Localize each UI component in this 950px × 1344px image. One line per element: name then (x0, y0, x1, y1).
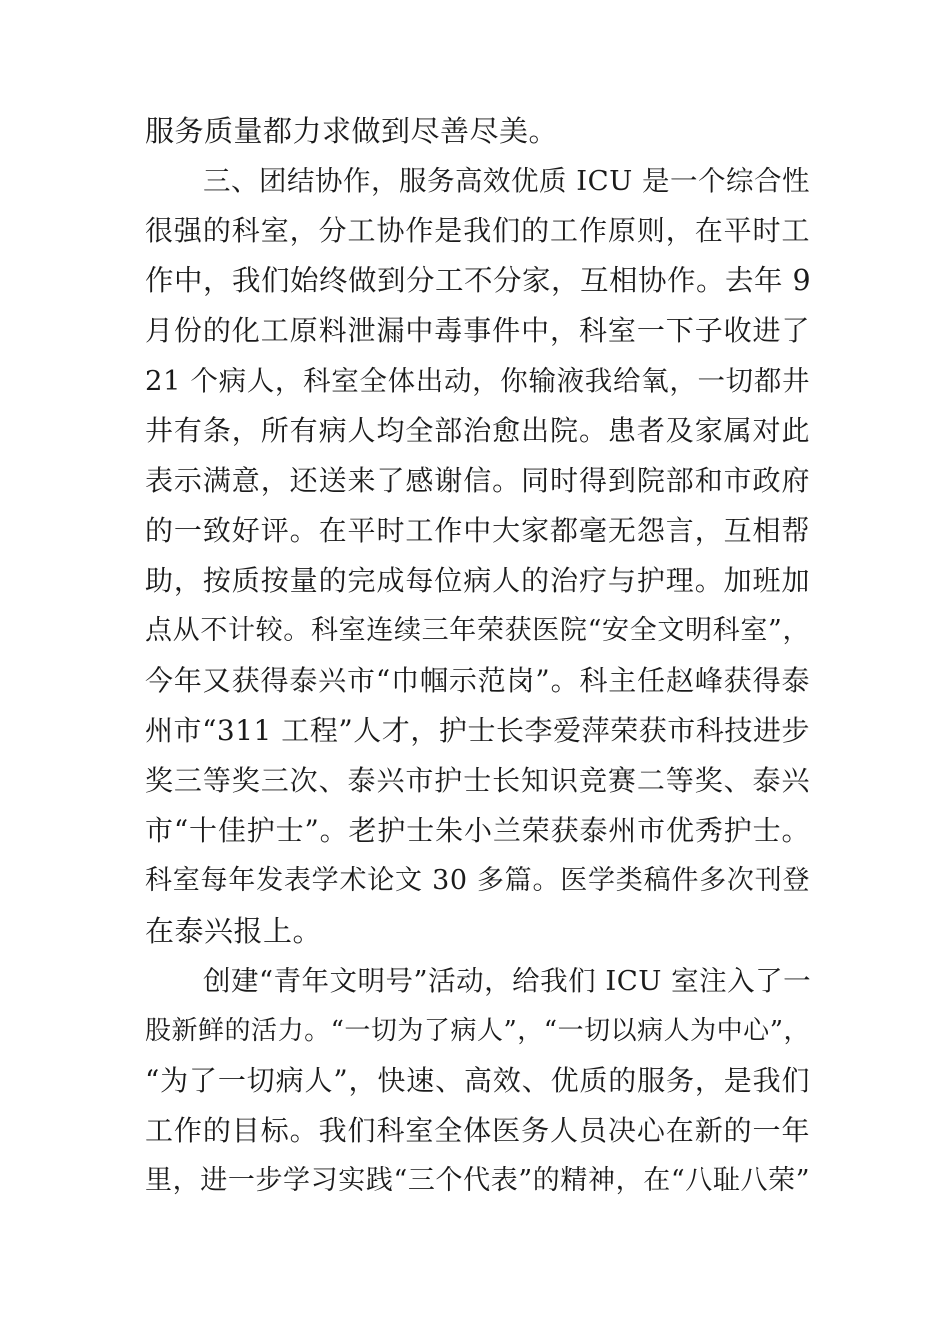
text-line: 三、团结协作，服务高效优质 ICU 是一个综合性 (203, 165, 811, 197)
text-line: 很强的科室，分工协作是我们的工作原则，在平时工 (145, 214, 810, 247)
text-line: 的一致好评。在平时工作中大家都毫无怨言，互相帮 (145, 514, 810, 547)
text-line: 里，进一步学习实践“三个代表”的精神，在“八耻八荣” (145, 1165, 810, 1196)
text-line: “为了一切病人”，快速、高效、优质的服务，是我们 (145, 1064, 810, 1097)
text-line: 创建“青年文明号”活动，给我们 ICU 室注入了一 (203, 965, 812, 997)
text-line: 表示满意，还送来了感谢信。同时得到院部和市政府 (145, 464, 810, 497)
text-line: 作中，我们始终做到分工不分家，互相协作。去年 9 (145, 264, 812, 297)
text-line: 月份的化工原料泄漏中毒事件中，科室一下子收进了 (145, 314, 810, 347)
text-line: 井有条，所有病人均全部治愈出院。患者及家属对此 (145, 414, 810, 447)
text-line: 在泰兴报上。 (145, 914, 323, 948)
text-line: 州市“311 工程”人才，护士长李爱萍荣获市科技进步 (145, 714, 810, 747)
text-line: 股新鲜的活力。“一切为了病人”，“一切以病人为中心”， (145, 1016, 810, 1046)
body-text (145, 106, 810, 1206)
text-line: 服务质量都力求做到尽善尽美。 (145, 114, 559, 148)
text-line: 奖三等奖三次、泰兴市护士长知识竞赛二等奖、泰兴 (145, 764, 810, 797)
text-line: 助，按质按量的完成每位病人的治疗与护理。加班加 (145, 564, 810, 597)
text-line: 点从不计较。科室连续三年荣获医院“安全文明科室”， (145, 615, 810, 646)
text-line: 工作的目标。我们科室全体医务人员决心在新的一年 (145, 1114, 810, 1147)
text-line: 科室每年发表学术论文 30 多篇。医学类稿件多次刊登 (145, 865, 810, 896)
text-line: 21 个病人，科室全体出动，你输液我给氧，一切都井 (145, 365, 810, 397)
text-line: 市“十佳护士”。老护士朱小兰荣获泰州市优秀护士。 (145, 814, 810, 847)
text-line: 今年又获得泰兴市“巾帼示范岗”。科主任赵峰获得泰 (145, 664, 810, 697)
